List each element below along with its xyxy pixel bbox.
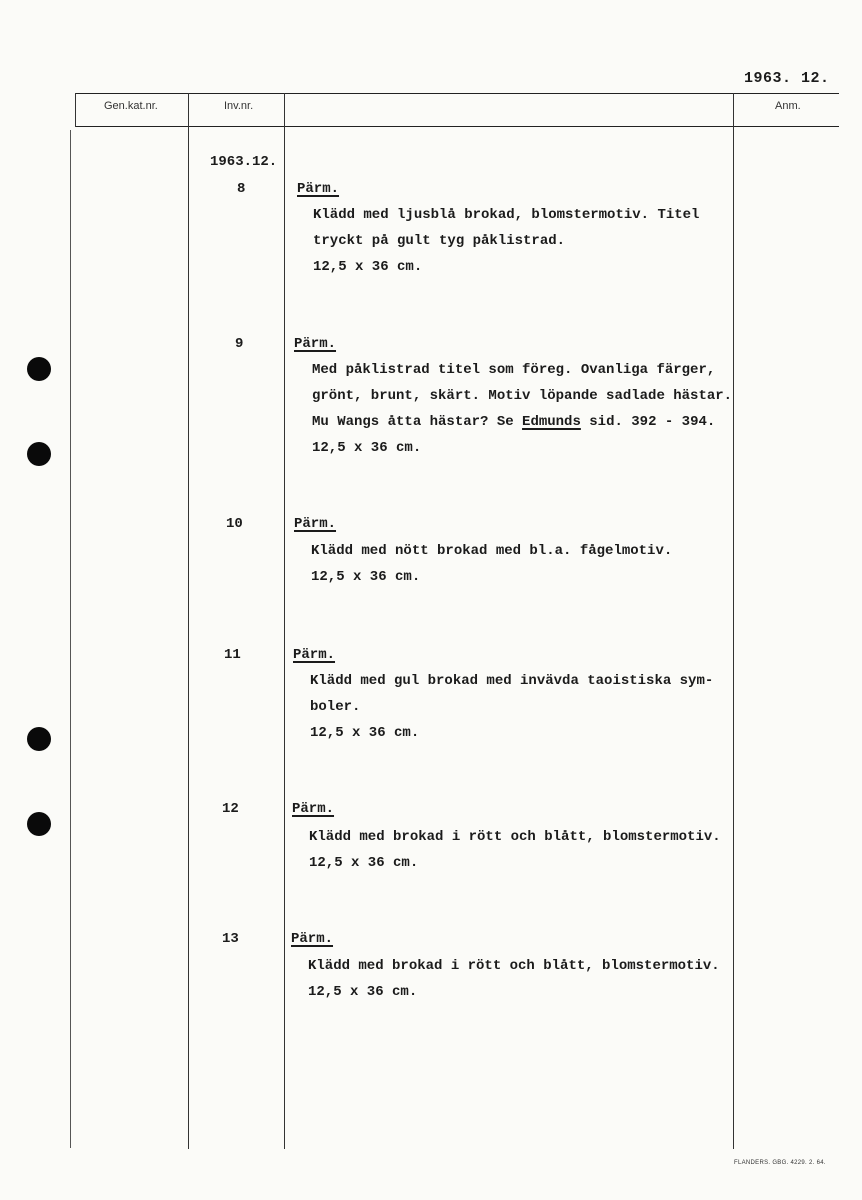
- entry-dimensions: 12,5 x 36 cm.: [308, 984, 418, 1000]
- entry-description: tryckt på gult tyg påklistrad.: [313, 233, 566, 249]
- header-top-rule: [75, 93, 839, 94]
- entry-description: Klädd med ljusblå brokad, blomstermotiv. Titel: [313, 207, 700, 223]
- column-divider-left-edge: [75, 93, 76, 127]
- entry-description: [312, 414, 715, 430]
- entry-title: Pärm.: [292, 801, 335, 817]
- entry-title: Pärm.: [291, 931, 334, 947]
- punch-hole: [27, 727, 51, 751]
- inventory-number: 11: [224, 647, 241, 663]
- entry-description-text: Mu Wangs åtta hästar? Se: [312, 414, 523, 430]
- entry-dimensions: 12,5 x 36 cm.: [311, 569, 421, 585]
- entry-dimensions: 12,5 x 36 cm.: [310, 725, 420, 741]
- column-header-anm: Anm.: [775, 100, 801, 112]
- entry-title: Pärm.: [293, 647, 336, 663]
- entry-dimensions: 12,5 x 36 cm.: [313, 259, 423, 275]
- entry-description: Klädd med gul brokad med invävda taoistiska sym-: [310, 673, 714, 689]
- entry-title: Pärm.: [297, 181, 340, 197]
- margin-line-left: [70, 130, 71, 1148]
- inventory-number: 13: [222, 931, 239, 947]
- punch-hole: [27, 442, 51, 466]
- printer-imprint: FLANDERS. GBG. 4229. 2. 64.: [734, 1160, 826, 1166]
- column-divider-1: [188, 93, 189, 1149]
- entry-description: Med påklistrad titel som föreg. Ovanliga färger,: [312, 362, 716, 378]
- entry-description: Klädd med brokad i rött och blått, blomstermotiv.: [309, 829, 721, 845]
- punch-hole: [27, 812, 51, 836]
- column-divider-3: [733, 93, 734, 1149]
- page-date: 1963. 12.: [744, 70, 830, 87]
- entry-description: Klädd med nött brokad med bl.a. fågelmotiv.: [311, 543, 673, 559]
- header-bottom-rule: [75, 126, 839, 127]
- inventory-number: 8: [237, 181, 246, 197]
- column-header-gen-kat: Gen.kat.nr.: [104, 100, 158, 112]
- reference-author: Edmunds: [522, 414, 581, 430]
- entry-dimensions: 12,5 x 36 cm.: [312, 440, 422, 456]
- inventory-number: 10: [226, 516, 243, 532]
- entry-dimensions: 12,5 x 36 cm.: [309, 855, 419, 871]
- column-divider-2: [284, 93, 285, 1149]
- inventory-number: 12: [222, 801, 239, 817]
- inventory-number: 9: [235, 336, 244, 352]
- punch-hole: [27, 357, 51, 381]
- entry-description: grönt, brunt, skärt. Motiv löpande sadlade hästar.: [312, 388, 733, 404]
- reference-pages: sid. 392 - 394.: [580, 414, 716, 430]
- entry-title: Pärm.: [294, 336, 337, 352]
- entry-title: Pärm.: [294, 516, 337, 532]
- entry-description: Klädd med brokad i rött och blått, blomstermotiv.: [308, 958, 720, 974]
- register-prefix: 1963.12.: [210, 154, 278, 170]
- entry-description: boler.: [310, 699, 361, 715]
- column-header-inv: Inv.nr.: [224, 100, 254, 112]
